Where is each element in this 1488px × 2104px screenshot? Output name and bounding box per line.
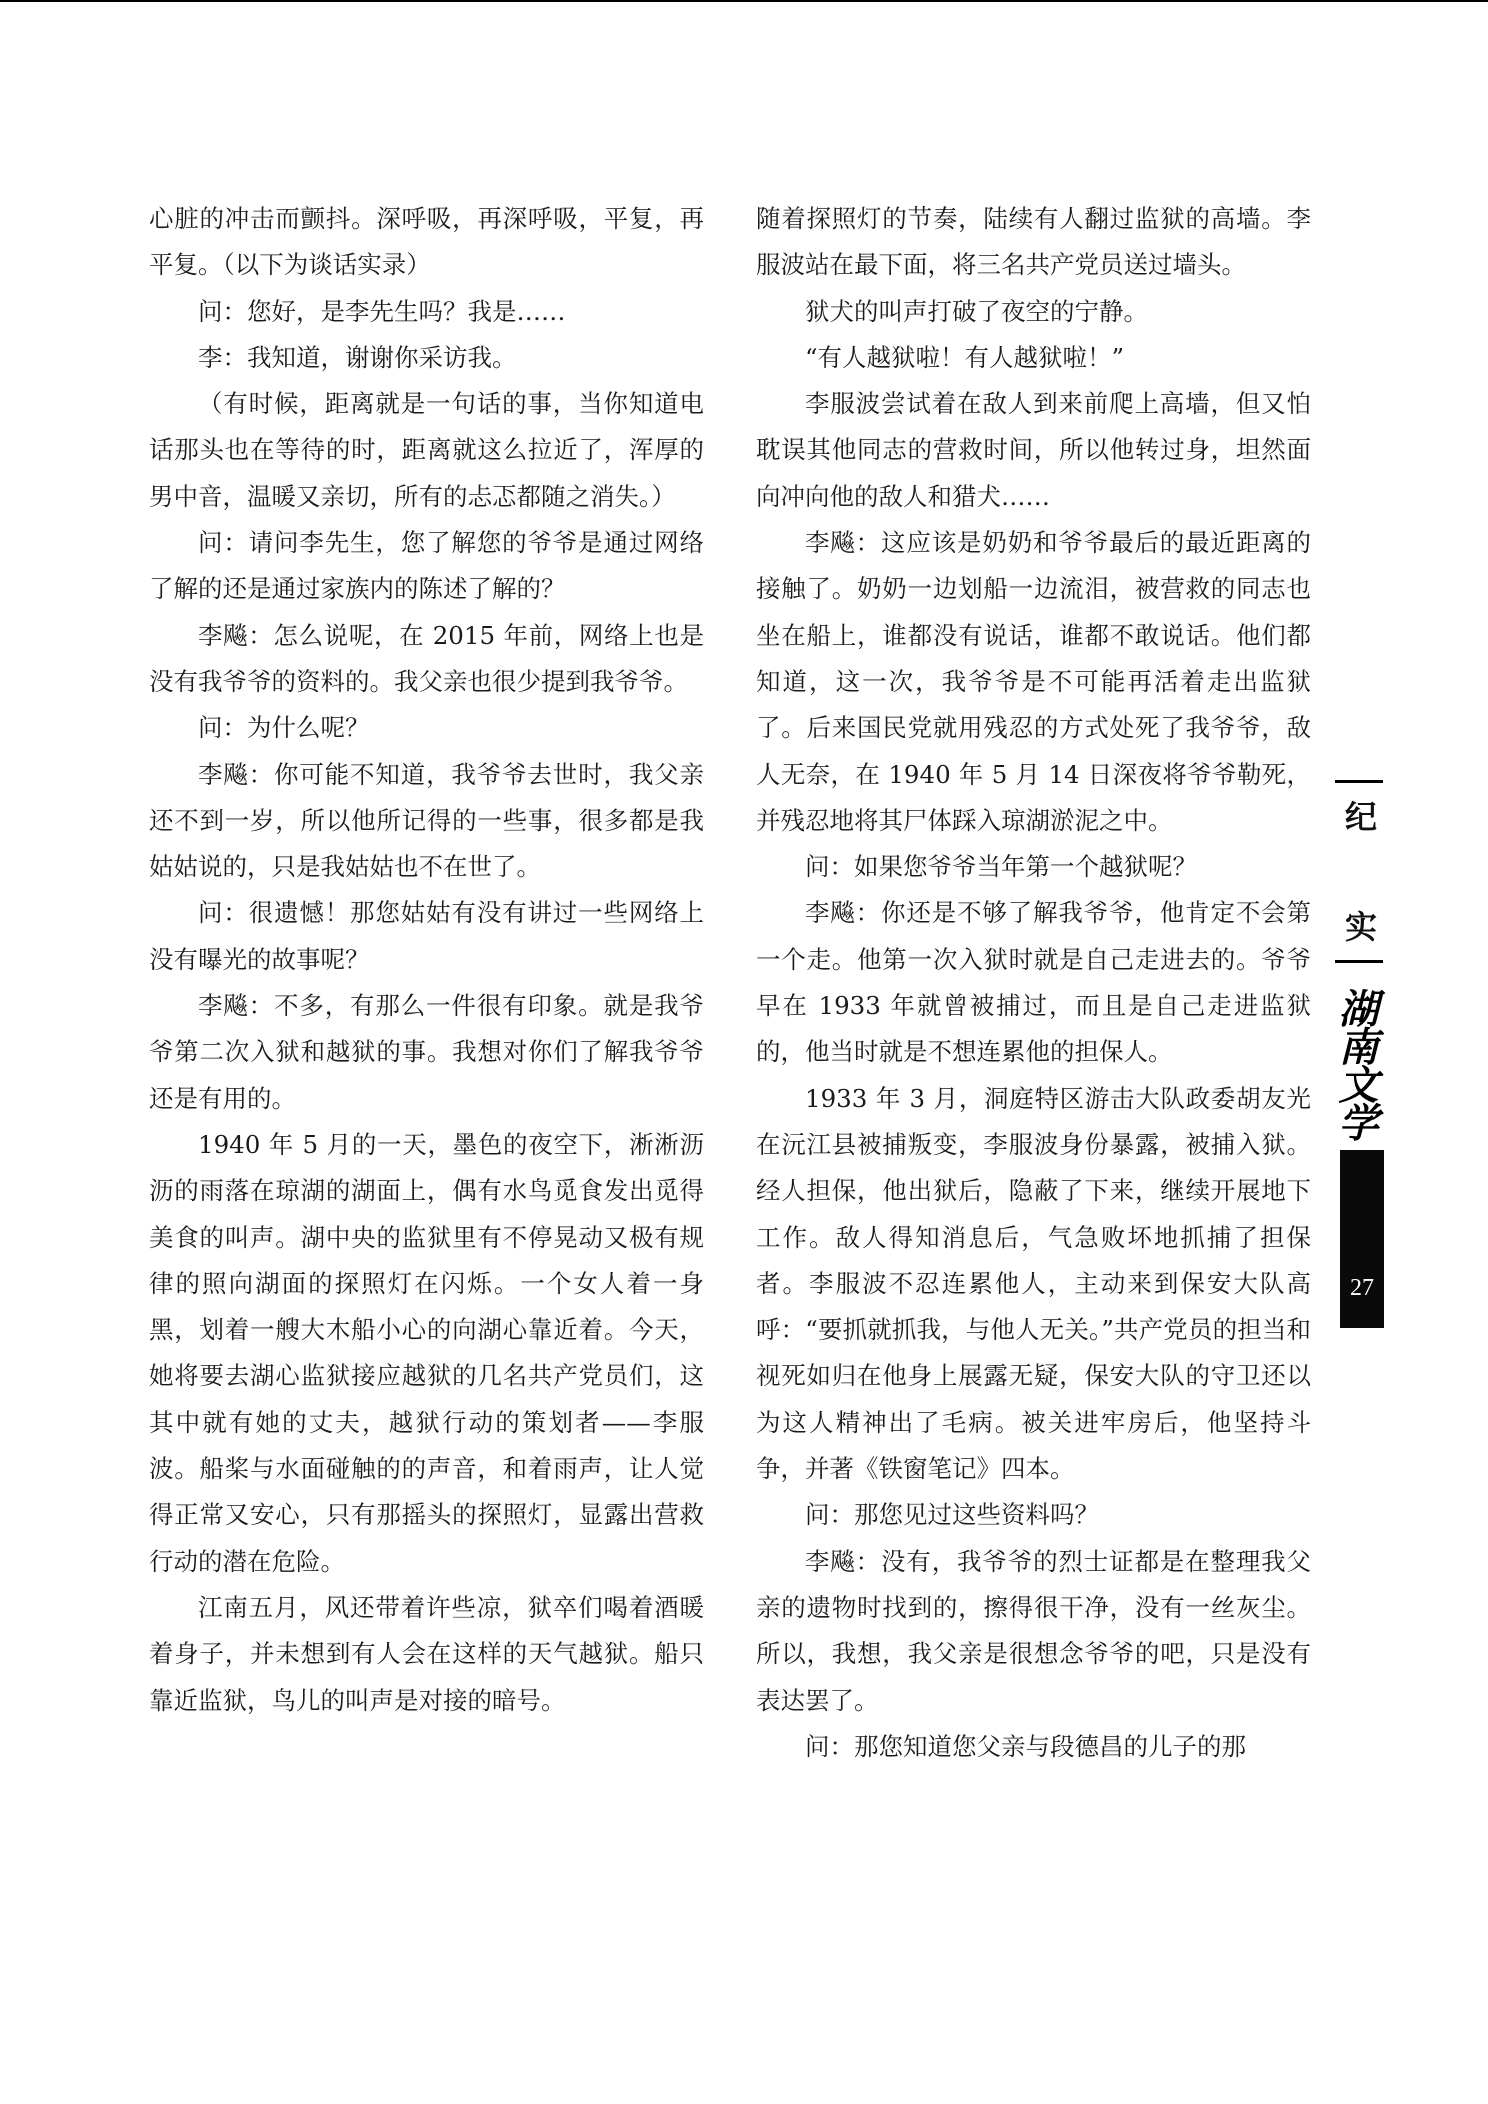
paragraph: 心脏的冲击而颤抖。深呼吸，再深呼吸，平复，再平复。（以下为谈话实录） <box>149 204 704 280</box>
paragraph: 李飚：怎么说呢，在 2015 年前，网络上也是没有我爷爷的资料的。我父亲也很少提到我爷爷。 <box>149 620 704 696</box>
paragraph: 李飚：你可能不知道，我爷爷去世时，我父亲还不到一岁，所以他所记得的一些事，很多都是我姑姑说的，只是我姑姑也不在世了。 <box>149 759 704 882</box>
paragraph: 问：为什么呢？ <box>198 713 370 743</box>
paragraph: 李飚：没有，我爷爷的烈士证都是在整理我父亲的遗物时找到的，擦得很干净，没有一丝灰尘。所以，我想，我父亲是很想念爷爷的吧，只是没有表达罢了。 <box>756 1546 1311 1715</box>
page-number-tab <box>1340 1150 1384 1328</box>
paragraph: 李飚：不多，有那么一件很有印象。就是我爷爷第二次入狱和越狱的事。我想对你们了解我爷爷还是有用的。 <box>149 991 704 1113</box>
paragraph: 问：您好，是李先生吗？我是…… <box>198 296 566 326</box>
paragraph: 李飚：这应该是奶奶和爷爷最后的最近距离的接触了。奶奶一边划船一边流泪，被营救的同志也坐在船上，谁都没有说话，谁都不敢说话。他们都知道，这一次，我爷爷是不可能再活着走出监狱了。后来国民党就用残忍的方式处死了我爷爷，敌人无奈，在 1940 年 5 月 14 日深夜将爷爷勒死，并残忍地将其尸体踩入琼湖淤泥之中。 <box>756 528 1311 835</box>
paragraph: 1933 年 3 月，洞庭特区游击大队政委胡友光在沅江县被捕叛变，李服波身份暴露，被捕入狱。经人担保，他出狱后，隐蔽了下来，继续开展地下工作。敌人得知消息后，气急败坏地抓捕了担保者。李服波不忍连累他人，主动来到保安大队高呼：“要抓就抓我，与他人无关。”共产党员的担当和视死如归在他身上展露无疑，保安大队的守卫还以为这人精神出了毛病。被关进牢房后，他坚持斗争，并著《铁窗笔记》四本。 <box>756 1083 1311 1484</box>
section-label-shi: 实 <box>1344 908 1377 946</box>
paragraph: 问：那您见过这些资料吗？ <box>805 1500 1099 1530</box>
right-text-column <box>756 196 1311 1770</box>
paragraph: 问：如果您爷爷当年第一个越狱呢？ <box>805 852 1197 882</box>
paragraph: 李服波尝试着在敌人到来前爬上高墙，但又怕耽误其他同志的营救时间，所以他转过身，坦然面向冲向他的敌人和猎犬…… <box>756 389 1311 511</box>
top-border-rule <box>0 0 1488 2</box>
left-text-column <box>149 196 704 1724</box>
paragraph: 1940 年 5 月的一天，墨色的夜空下，淅淅沥沥的雨落在琼湖的湖面上，偶有水鸟觅食发出觅得美食的叫声。湖中央的监狱里有不停晃动又极有规律的照向湖面的探照灯在闪烁。一个女人着一身黑，划着一艘大木船小心的向湖心靠近着。今天，她将要去湖心监狱接应越狱的几名共产党员们，这其中就有她的丈夫，越狱行动的策划者——李服波。船桨与水面碰触的的声音，和着雨声，让人觉得正常又安心，只有那摇头的探照灯，显露出营救行动的潜在危险。 <box>149 1129 704 1576</box>
page-number: 27 <box>1350 1275 1374 1301</box>
paragraph: “有人越狱啦！有人越狱啦！” <box>805 342 1125 372</box>
paragraph: 李：我知道，谢谢你采访我。 <box>198 342 517 372</box>
sidebar-rule-mid <box>1335 960 1383 963</box>
paragraph: 随着探照灯的节奏，陆续有人翻过监狱的高墙。李服波站在最下面，将三名共产党员送过墙头。 <box>756 204 1311 280</box>
paragraph: 问：请问李先生，您了解您的爷爷是通过网络了解的还是通过家族内的陈述了解的？ <box>149 528 704 604</box>
paragraph: （有时候，距离就是一句话的事，当你知道电话那头也在等待的时，距离就这么拉近了，浑厚的男中音，温暖又亲切，所有的忐忑都随之消失。） <box>149 389 704 511</box>
paragraph: 问：那您知道您父亲与段德昌的儿子的那 <box>805 1731 1246 1761</box>
paragraph: 李飚：你还是不够了解我爷爷，他肯定不会第一个走。他第一次入狱时就是自己走进去的。爷爷早在 1933 年就曾被捕过，而且是自己走进监狱的，他当时就是不想连累他的担保人。 <box>756 898 1311 1067</box>
magazine-logo: 湖南文学 <box>1332 988 1379 1140</box>
paragraph: 狱犬的叫声打破了夜空的宁静。 <box>805 296 1148 326</box>
section-label-ji: 纪 <box>1344 798 1377 836</box>
sidebar-rule-top <box>1335 780 1383 783</box>
paragraph: 江南五月，风还带着许些凉，狱卒们喝着酒暖着身子，并未想到有人会在这样的天气越狱。船只靠近监狱，鸟儿的叫声是对接的暗号。 <box>149 1592 704 1715</box>
paragraph: 问：很遗憾！那您姑姑有没有讲过一些网络上没有曝光的故事呢？ <box>149 898 704 974</box>
